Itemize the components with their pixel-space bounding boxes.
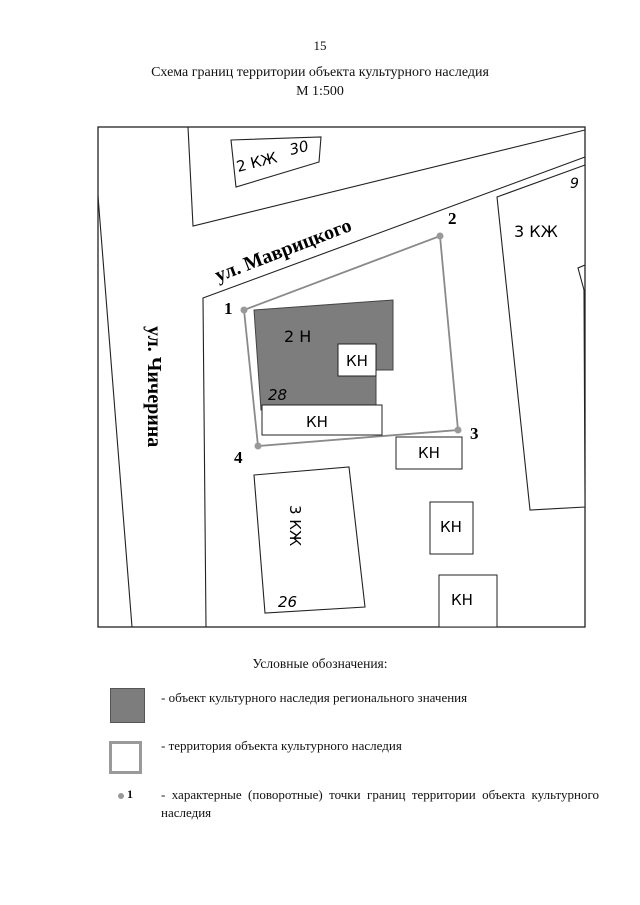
heritage-object-number: 28 — [268, 386, 288, 404]
legend-title: Условные обозначения: — [252, 656, 388, 671]
street-label-mavritskogo: ул. Маврицкого — [211, 214, 355, 287]
annex-kn-bottom-label: КН — [306, 413, 328, 431]
street-label-chicherina: ул. Чичерина — [143, 326, 165, 448]
building-3kzh-label: 3 КЖ — [514, 222, 558, 241]
boundary-point-3-label: 3 — [470, 424, 479, 443]
legend-swatch-heritage — [110, 688, 145, 723]
chicherina-west-edge — [98, 196, 132, 627]
shed-kn-1-label: КН — [418, 444, 440, 462]
building-3kzh-9 — [497, 165, 585, 510]
heritage-object-label: 2 Н — [284, 327, 312, 346]
boundary-point-2-marker — [437, 233, 444, 240]
legend-point-number: 1 — [127, 787, 133, 801]
page-number: 15 — [313, 38, 327, 53]
legend-item-heritage: - объект культурного наследия регионального значения — [161, 690, 468, 705]
title-line-1: Схема границ территории объекта культурного наследия — [151, 65, 489, 80]
legend-point-marker — [118, 793, 124, 799]
building-9-number: 9 — [570, 176, 579, 192]
legend-swatch-territory — [109, 741, 142, 774]
building-26-number: 26 — [278, 593, 298, 611]
building-3kzh-26 — [254, 467, 365, 613]
building-2kzh-label: 2 КЖ — [234, 148, 279, 176]
boundary-point-3-marker — [455, 427, 462, 434]
boundary-point-1-marker — [241, 307, 248, 314]
boundary-point-4-label: 4 — [234, 448, 243, 467]
boundary-point-2-label: 2 — [448, 209, 457, 228]
shed-kn-3-label: КН — [451, 591, 473, 609]
shed-kn-2-label: КН — [440, 518, 462, 536]
legend-item-territory: - территория объекта культурного наследия — [161, 738, 402, 753]
boundary-point-1-label: 1 — [224, 299, 233, 318]
title-line-2: М 1:500 — [296, 84, 344, 99]
annex-kn-top-label: КН — [346, 352, 368, 370]
building-3kzh-26-label: 3 КЖ — [286, 505, 304, 547]
boundary-point-4-marker — [255, 443, 262, 450]
legend-item-points: - характерные (поворотные) точки границ территории объекта культурного наследия — [161, 787, 599, 820]
building-30-number: 30 — [287, 136, 311, 159]
